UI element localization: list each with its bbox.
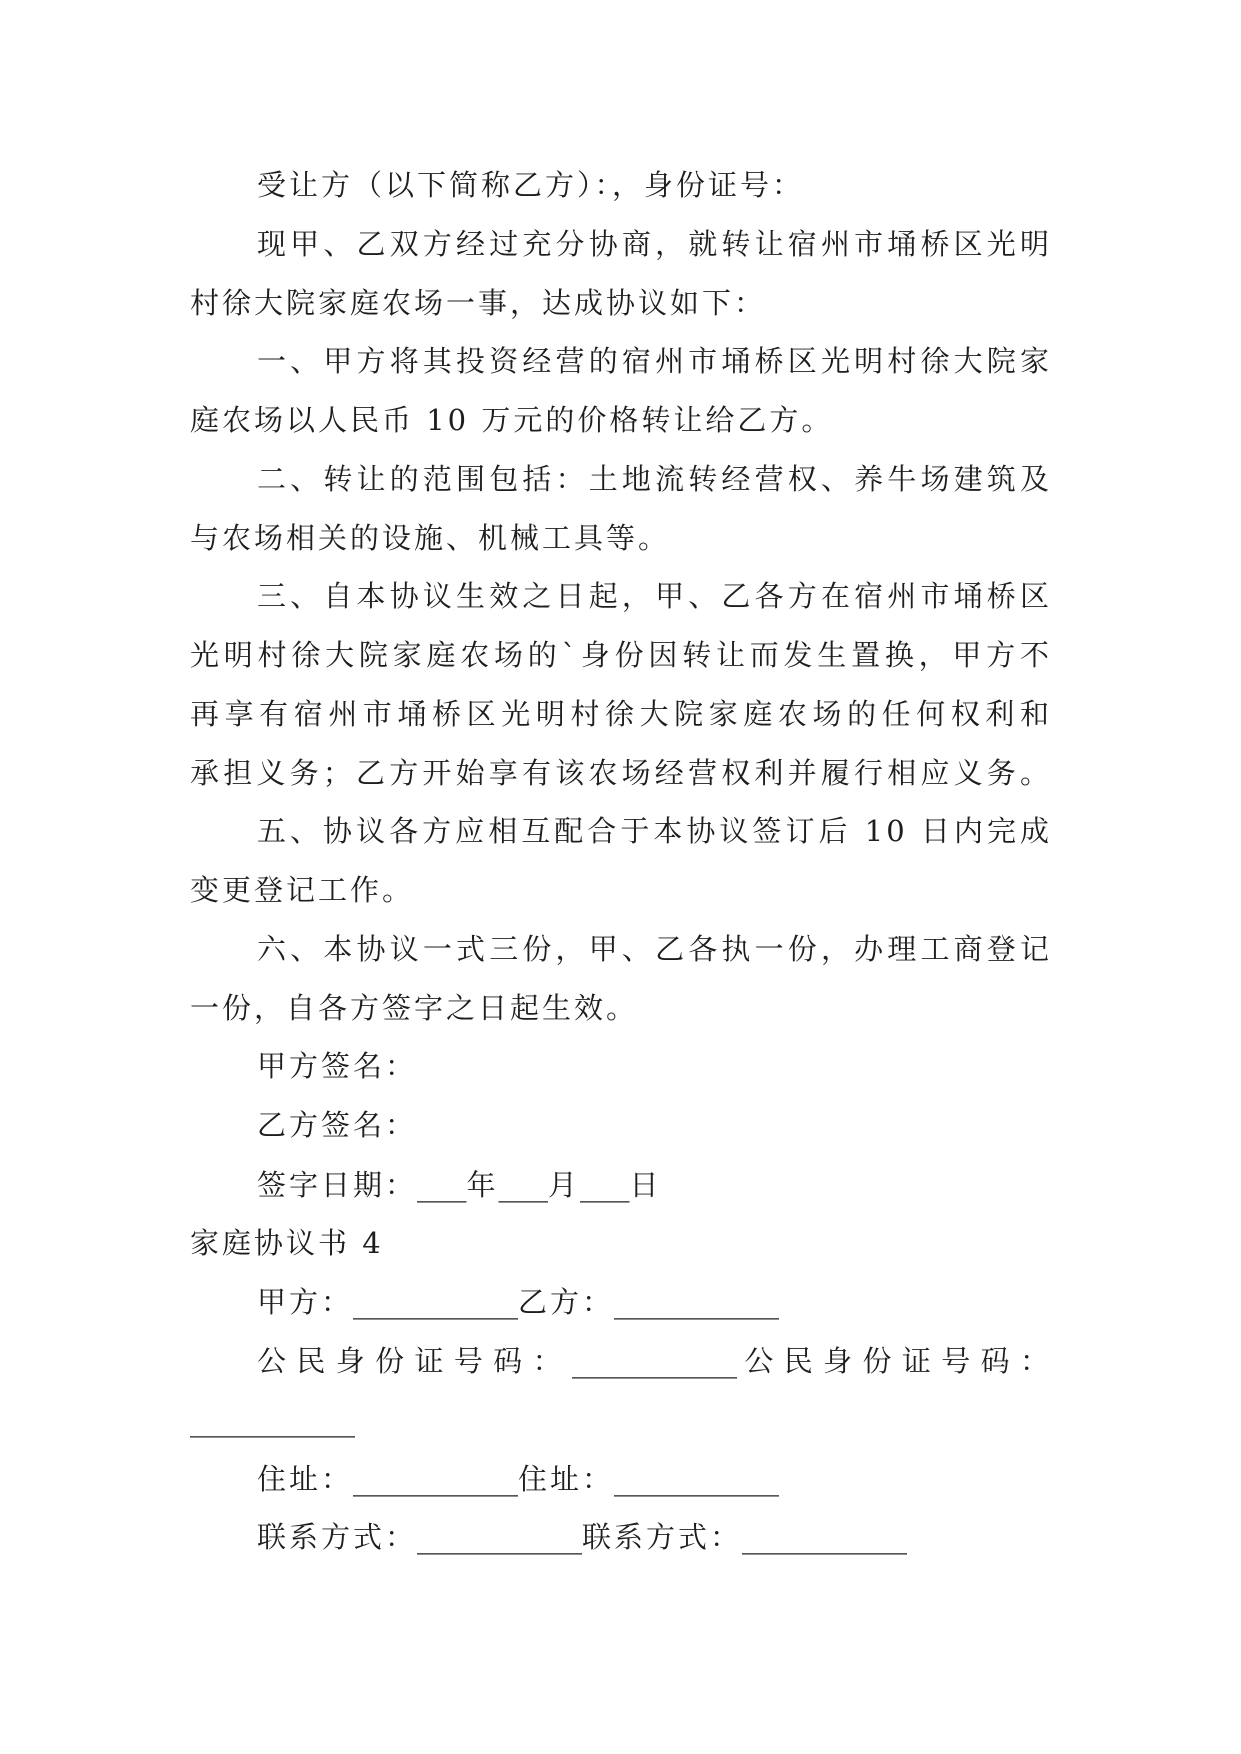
clause-2-line: 与农场相关的设施、机械工具等。 — [190, 520, 671, 555]
clause-1-line: 庭农场以人民币 10 万元的价格转让给乙方。 — [190, 403, 834, 437]
party-a-blank: __________ — [353, 1281, 519, 1321]
id-number-row-continuation — [190, 1390, 1052, 1449]
clause-6-line: 六、本协议一式三份，甲、乙各执一份，办理工商登记 — [257, 931, 1052, 966]
section-title: 家庭协议书 4 — [190, 1225, 384, 1260]
party-b-id-label: 公民身份证号码： — [737, 1344, 1052, 1378]
day-label: 日 — [629, 1167, 662, 1202]
clause-2-line: 二、转让的范围包括：土地流转经营权、养牛场建筑及 — [257, 461, 1052, 496]
transferee-info-line: 受让方（以下简称乙方）：，身份证号： — [257, 168, 805, 202]
party-a-id-blank: __________ — [572, 1340, 737, 1379]
party-b-address-blank: __________ — [614, 1457, 780, 1497]
clause-5-line: 五、协议各方应相互配合于本协议签订后 10 日内完成 — [257, 814, 1052, 849]
clause-1-line: 一、甲方将其投资经营的宿州市埇桥区光明村徐大院家 — [257, 344, 1052, 379]
contact-row — [190, 1507, 1052, 1566]
party-b-address-label: 住址： — [518, 1461, 615, 1496]
clause-3-line: 三、自本协议生效之日起，甲、乙各方在宿州市埇桥区 — [257, 579, 1052, 614]
intro-line: 现甲、乙双方经过充分协商，就转让宿州市埇桥区光明 — [257, 226, 1052, 261]
sign-date-line — [190, 1155, 1052, 1214]
party-a-address-label: 住址： — [257, 1461, 354, 1496]
sign-date-label: 签字日期： — [257, 1167, 418, 1202]
day-blank: ___ — [580, 1163, 630, 1203]
party-b-contact-label: 联系方式： — [582, 1520, 743, 1555]
party-b-label: 乙方： — [518, 1285, 615, 1320]
month-label: 月 — [548, 1167, 581, 1202]
clause-3-line: 光明村徐大院家庭农场的`身份因转让而发生置换，甲方不 — [190, 638, 1052, 672]
party-row — [190, 1272, 1052, 1331]
year-blank: ___ — [417, 1163, 467, 1203]
party-a-contact-blank: __________ — [417, 1516, 583, 1556]
year-label: 年 — [466, 1167, 499, 1202]
clause-3-line: 再享有宿州市埇桥区光明村徐大院家庭农场的任何权利和 — [190, 696, 1052, 731]
party-a-address-blank: __________ — [353, 1457, 519, 1497]
party-b-blank: __________ — [614, 1281, 780, 1321]
address-row — [190, 1449, 1052, 1508]
month-blank: ___ — [498, 1163, 549, 1203]
clause-6-line: 一份，自各方签字之日起生效。 — [190, 990, 639, 1025]
party-b-contact-blank: __________ — [742, 1516, 908, 1556]
id-number-row — [190, 1331, 1052, 1390]
clause-3-line: 承担义务；乙方开始享有该农场经营权利并履行相应义务。 — [190, 755, 1052, 790]
party-b-id-blank: __________ — [190, 1398, 355, 1438]
party-a-label: 甲方： — [257, 1285, 354, 1320]
party-a-contact-label: 联系方式： — [257, 1520, 418, 1555]
clause-5-line: 变更登记工作。 — [190, 873, 415, 907]
party-b-signature: 乙方签名： — [257, 1108, 418, 1142]
party-a-id-label: 公民身份证号码： — [257, 1344, 572, 1378]
document-body — [190, 156, 1052, 1566]
intro-line: 村徐大院家庭农场一事，达成协议如下： — [190, 285, 767, 320]
party-a-signature: 甲方签名： — [257, 1049, 418, 1084]
